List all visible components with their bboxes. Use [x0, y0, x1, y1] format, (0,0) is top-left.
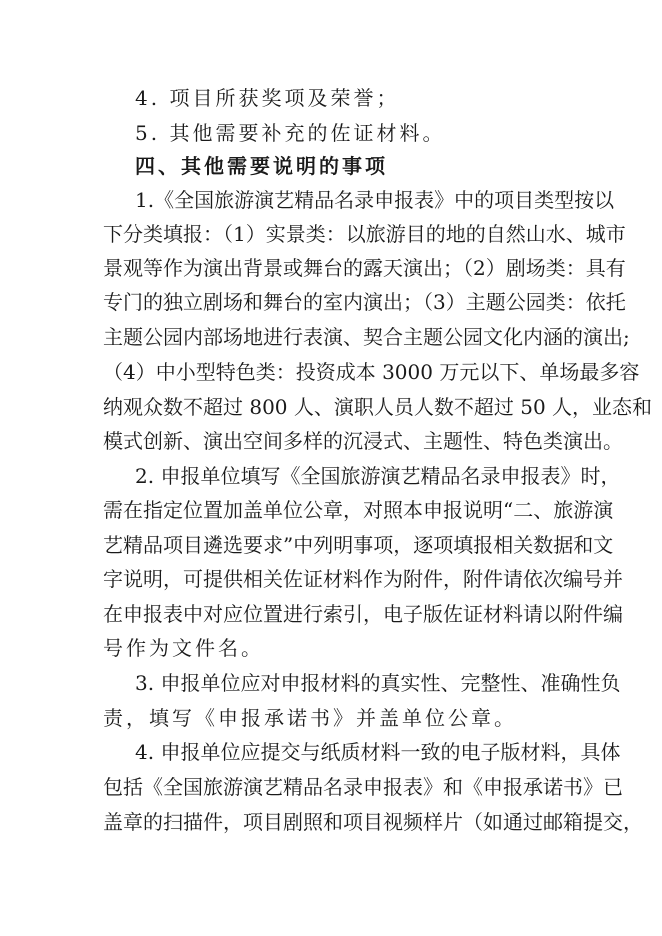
text-line: （4）中小型特色类：投资成本 3000 万元以下、单场最多容 [103, 360, 640, 384]
text-line: 专门的独立剧场和舞台的室内演出；（3）主题公园类：依托 [103, 290, 626, 314]
text-line: 号作为文件名。 [103, 636, 264, 660]
text-line: 责，填写《申报承诺书》并盖单位公章。 [103, 706, 517, 730]
text-line: 艺精品项目遴选要求”中列明事项，逐项填报相关数据和文 [103, 533, 614, 557]
section-heading: 四、其他需要说明的事项 [135, 154, 388, 178]
text-line: 需在指定位置加盖单位公章，对照本申报说明“二、旅游演 [103, 498, 614, 522]
text-line: 3. 申报单位应对申报材料的真实性、完整性、准确性负 [135, 671, 621, 695]
text-line: 包括《全国旅游演艺精品名录申报表》和《申报承诺书》已 [103, 775, 623, 799]
text-line: 景观等作为演出背景或舞台的露天演出；（2）剧场类：具有 [103, 256, 626, 280]
text-line: 1.《全国旅游演艺精品名录申报表》中的项目类型按以 [135, 188, 615, 212]
text-line: 5. 其他需要补充的佐证材料。 [135, 121, 446, 145]
text-line: 模式创新、演出空间多样的沉浸式、主题性、特色类演出。 [103, 429, 623, 453]
text-line: 在申报表中对应位置进行索引，电子版佐证材料请以附件编 [103, 602, 623, 626]
text-line: 主题公园内部场地进行表演、契合主题公园文化内涵的演出; [103, 325, 630, 349]
text-line: 纳观众数不超过 800 人、演职人员人数不超过 50 人，业态和 [103, 395, 653, 419]
text-line: 盖章的扫描件，项目剧照和项目视频样片（如通过邮箱提交， [103, 810, 643, 834]
text-line: 下分类填报：（1）实景类：以旅游目的地的自然山水、城市 [103, 222, 626, 246]
text-line: 4. 项目所获奖项及荣誉； [135, 86, 400, 110]
text-line: 2. 申报单位填写《全国旅游演艺精品名录申报表》时， [135, 464, 621, 488]
text-line: 4. 申报单位应提交与纸质材料一致的电子版材料，具体 [135, 740, 621, 764]
text-line: 字说明，可提供相关佐证材料作为附件，附件请依次编号并 [103, 567, 623, 591]
